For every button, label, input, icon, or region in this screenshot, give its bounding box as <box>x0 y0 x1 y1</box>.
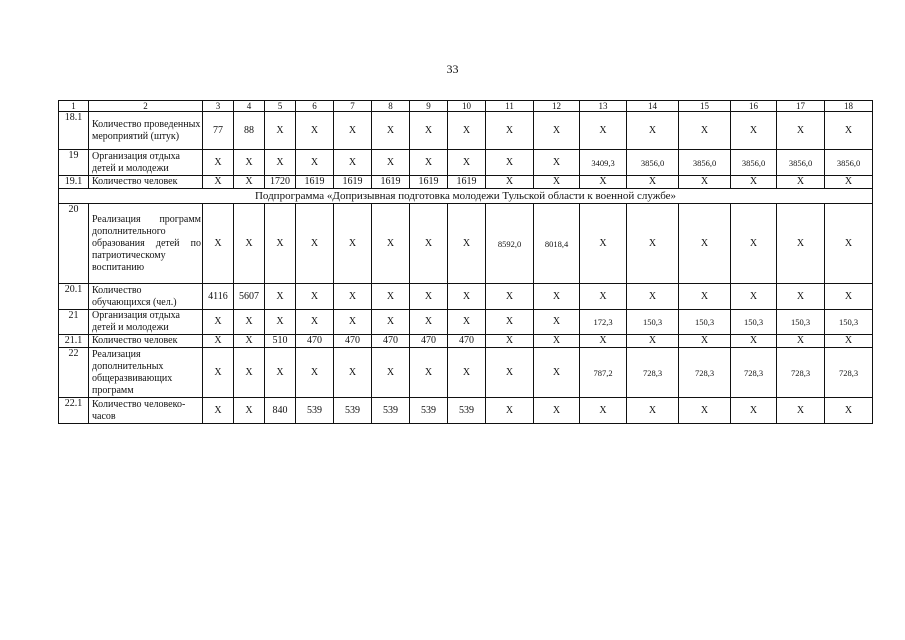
value-cell: 4116 <box>203 284 234 310</box>
value-cell: 1619 <box>372 176 410 189</box>
value-cell: X <box>580 335 627 348</box>
value-cell: 3856,0 <box>731 150 777 176</box>
row-description: Количество человек <box>89 335 203 348</box>
value-cell: 150,3 <box>777 310 825 335</box>
value-cell: X <box>372 284 410 310</box>
value-cell: 539 <box>410 398 448 424</box>
value-cell: X <box>679 112 731 150</box>
row-number: 20 <box>59 204 89 284</box>
value-cell: X <box>203 204 234 284</box>
row-number: 22 <box>59 348 89 398</box>
value-cell: X <box>410 112 448 150</box>
value-cell: X <box>448 348 486 398</box>
header-cell: 13 <box>580 101 627 112</box>
value-cell: 539 <box>372 398 410 424</box>
row-description: Организация отдыха детей и молодежи <box>89 150 203 176</box>
header-cell: 4 <box>234 101 265 112</box>
subprogram-heading-row <box>59 189 873 204</box>
value-cell: X <box>534 150 580 176</box>
value-cell: X <box>534 348 580 398</box>
value-cell: X <box>234 398 265 424</box>
value-cell: X <box>372 150 410 176</box>
value-cell: X <box>234 310 265 335</box>
value-cell: X <box>334 310 372 335</box>
row-description: Реализация программ дополнительного образования детей по патриотическому воспитанию <box>89 204 203 284</box>
header-cell: 3 <box>203 101 234 112</box>
value-cell: 728,3 <box>679 348 731 398</box>
value-cell: 470 <box>372 335 410 348</box>
value-cell: 8592,0 <box>486 204 534 284</box>
value-cell: X <box>486 348 534 398</box>
value-cell: X <box>486 112 534 150</box>
value-cell: X <box>486 310 534 335</box>
value-cell: X <box>448 284 486 310</box>
value-cell: X <box>825 335 873 348</box>
row-number: 19 <box>59 150 89 176</box>
value-cell: X <box>731 204 777 284</box>
value-cell: X <box>410 204 448 284</box>
header-cell: 12 <box>534 101 580 112</box>
value-cell: 539 <box>448 398 486 424</box>
value-cell: X <box>296 348 334 398</box>
value-cell: X <box>265 204 296 284</box>
value-cell: X <box>372 204 410 284</box>
table-row <box>59 284 873 310</box>
value-cell: X <box>203 310 234 335</box>
row-number: 22.1 <box>59 398 89 424</box>
value-cell: X <box>203 348 234 398</box>
row-number: 19.1 <box>59 176 89 189</box>
value-cell: 470 <box>334 335 372 348</box>
value-cell: X <box>265 284 296 310</box>
value-cell: X <box>410 150 448 176</box>
row-number: 21 <box>59 310 89 335</box>
value-cell: X <box>296 204 334 284</box>
value-cell: 539 <box>334 398 372 424</box>
value-cell: X <box>334 348 372 398</box>
value-cell: X <box>825 176 873 189</box>
value-cell: X <box>679 204 731 284</box>
value-cell: X <box>731 284 777 310</box>
header-cell: 9 <box>410 101 448 112</box>
row-description: Количество человек <box>89 176 203 189</box>
value-cell: 172,3 <box>580 310 627 335</box>
value-cell: X <box>627 204 679 284</box>
value-cell: X <box>777 176 825 189</box>
value-cell: X <box>777 112 825 150</box>
table-row <box>59 310 873 335</box>
row-number: 21.1 <box>59 335 89 348</box>
header-cell: 8 <box>372 101 410 112</box>
value-cell: 150,3 <box>731 310 777 335</box>
value-cell: X <box>448 112 486 150</box>
value-cell: 150,3 <box>679 310 731 335</box>
value-cell: X <box>234 176 265 189</box>
value-cell: X <box>486 176 534 189</box>
value-cell: X <box>580 112 627 150</box>
value-cell: 88 <box>234 112 265 150</box>
value-cell: 840 <box>265 398 296 424</box>
value-cell: X <box>777 284 825 310</box>
page-number: 33 <box>446 62 459 76</box>
value-cell: X <box>265 150 296 176</box>
value-cell: 728,3 <box>777 348 825 398</box>
value-cell: X <box>234 150 265 176</box>
table-row <box>59 150 873 176</box>
value-cell: 1619 <box>410 176 448 189</box>
program-table <box>58 100 873 424</box>
table-row <box>59 204 873 284</box>
value-cell: X <box>372 348 410 398</box>
value-cell: X <box>679 284 731 310</box>
value-cell: X <box>410 310 448 335</box>
value-cell: X <box>296 310 334 335</box>
value-cell: X <box>534 310 580 335</box>
value-cell: X <box>534 398 580 424</box>
value-cell: X <box>627 335 679 348</box>
value-cell: X <box>731 176 777 189</box>
value-cell: X <box>486 150 534 176</box>
value-cell: 77 <box>203 112 234 150</box>
value-cell: X <box>410 348 448 398</box>
value-cell: X <box>265 348 296 398</box>
value-cell: 1619 <box>296 176 334 189</box>
value-cell: X <box>627 112 679 150</box>
value-cell: 728,3 <box>731 348 777 398</box>
row-description: Количество человеко-часов <box>89 398 203 424</box>
value-cell: X <box>534 284 580 310</box>
header-cell: 16 <box>731 101 777 112</box>
value-cell: X <box>534 335 580 348</box>
value-cell: X <box>580 398 627 424</box>
value-cell: 3409,3 <box>580 150 627 176</box>
value-cell: X <box>534 176 580 189</box>
value-cell: X <box>334 204 372 284</box>
value-cell: X <box>334 284 372 310</box>
value-cell: 150,3 <box>627 310 679 335</box>
value-cell: X <box>234 348 265 398</box>
value-cell: 510 <box>265 335 296 348</box>
value-cell: X <box>372 112 410 150</box>
row-number: 20.1 <box>59 284 89 310</box>
value-cell: 1720 <box>265 176 296 189</box>
value-cell: 470 <box>296 335 334 348</box>
value-cell: 5607 <box>234 284 265 310</box>
header-cell: 14 <box>627 101 679 112</box>
value-cell: X <box>731 398 777 424</box>
value-cell: X <box>296 284 334 310</box>
value-cell: 728,3 <box>627 348 679 398</box>
value-cell: X <box>334 112 372 150</box>
value-cell: X <box>203 176 234 189</box>
value-cell: 728,3 <box>825 348 873 398</box>
header-cell: 18 <box>825 101 873 112</box>
row-description: Реализация дополнительных общеразвивающих программ <box>89 348 203 398</box>
value-cell: X <box>486 398 534 424</box>
value-cell: X <box>679 176 731 189</box>
value-cell: X <box>825 398 873 424</box>
value-cell: X <box>627 284 679 310</box>
value-cell: X <box>825 112 873 150</box>
header-cell: 10 <box>448 101 486 112</box>
row-number: 18.1 <box>59 112 89 150</box>
value-cell: 470 <box>448 335 486 348</box>
header-row <box>59 101 873 112</box>
header-cell: 2 <box>89 101 203 112</box>
value-cell: X <box>448 310 486 335</box>
value-cell: X <box>334 150 372 176</box>
table-row <box>59 335 873 348</box>
value-cell: 787,2 <box>580 348 627 398</box>
value-cell: X <box>777 335 825 348</box>
table-row <box>59 348 873 398</box>
subprogram-heading: Подпрограмма «Допризывная подготовка молодежи Тульской области к военной службе» <box>59 189 873 204</box>
header-cell: 11 <box>486 101 534 112</box>
header-cell: 17 <box>777 101 825 112</box>
value-cell: X <box>825 204 873 284</box>
value-cell: X <box>580 284 627 310</box>
header-cell: 5 <box>265 101 296 112</box>
value-cell: 1619 <box>334 176 372 189</box>
table-row <box>59 112 873 150</box>
value-cell: X <box>627 398 679 424</box>
value-cell: 539 <box>296 398 334 424</box>
value-cell: X <box>777 204 825 284</box>
value-cell: 3856,0 <box>627 150 679 176</box>
value-cell: X <box>234 335 265 348</box>
table-row <box>59 398 873 424</box>
value-cell: X <box>203 398 234 424</box>
header-cell: 15 <box>679 101 731 112</box>
value-cell: 470 <box>410 335 448 348</box>
value-cell: X <box>296 150 334 176</box>
row-description: Организация отдыха детей и молодежи <box>89 310 203 335</box>
value-cell: X <box>580 176 627 189</box>
value-cell: X <box>486 284 534 310</box>
value-cell: 150,3 <box>825 310 873 335</box>
value-cell: X <box>448 150 486 176</box>
value-cell: X <box>372 310 410 335</box>
header-cell: 1 <box>59 101 89 112</box>
value-cell: X <box>679 398 731 424</box>
value-cell: X <box>731 335 777 348</box>
value-cell: X <box>234 204 265 284</box>
value-cell: 3856,0 <box>825 150 873 176</box>
value-cell: X <box>265 310 296 335</box>
value-cell: X <box>534 112 580 150</box>
value-cell: X <box>448 204 486 284</box>
value-cell: X <box>679 335 731 348</box>
value-cell: X <box>731 112 777 150</box>
row-description: Количество обучающихся (чел.) <box>89 284 203 310</box>
header-cell: 7 <box>334 101 372 112</box>
row-description: Количество проведенных мероприятий (штук) <box>89 112 203 150</box>
header-cell: 6 <box>296 101 334 112</box>
value-cell: X <box>627 176 679 189</box>
value-cell: X <box>777 398 825 424</box>
value-cell: X <box>825 284 873 310</box>
value-cell: X <box>486 335 534 348</box>
value-cell: 3856,0 <box>679 150 731 176</box>
value-cell: X <box>410 284 448 310</box>
table-row <box>59 176 873 189</box>
value-cell: X <box>203 335 234 348</box>
value-cell: 1619 <box>448 176 486 189</box>
value-cell: 8018,4 <box>534 204 580 284</box>
value-cell: X <box>580 204 627 284</box>
value-cell: X <box>203 150 234 176</box>
value-cell: X <box>265 112 296 150</box>
value-cell: X <box>296 112 334 150</box>
value-cell: 3856,0 <box>777 150 825 176</box>
